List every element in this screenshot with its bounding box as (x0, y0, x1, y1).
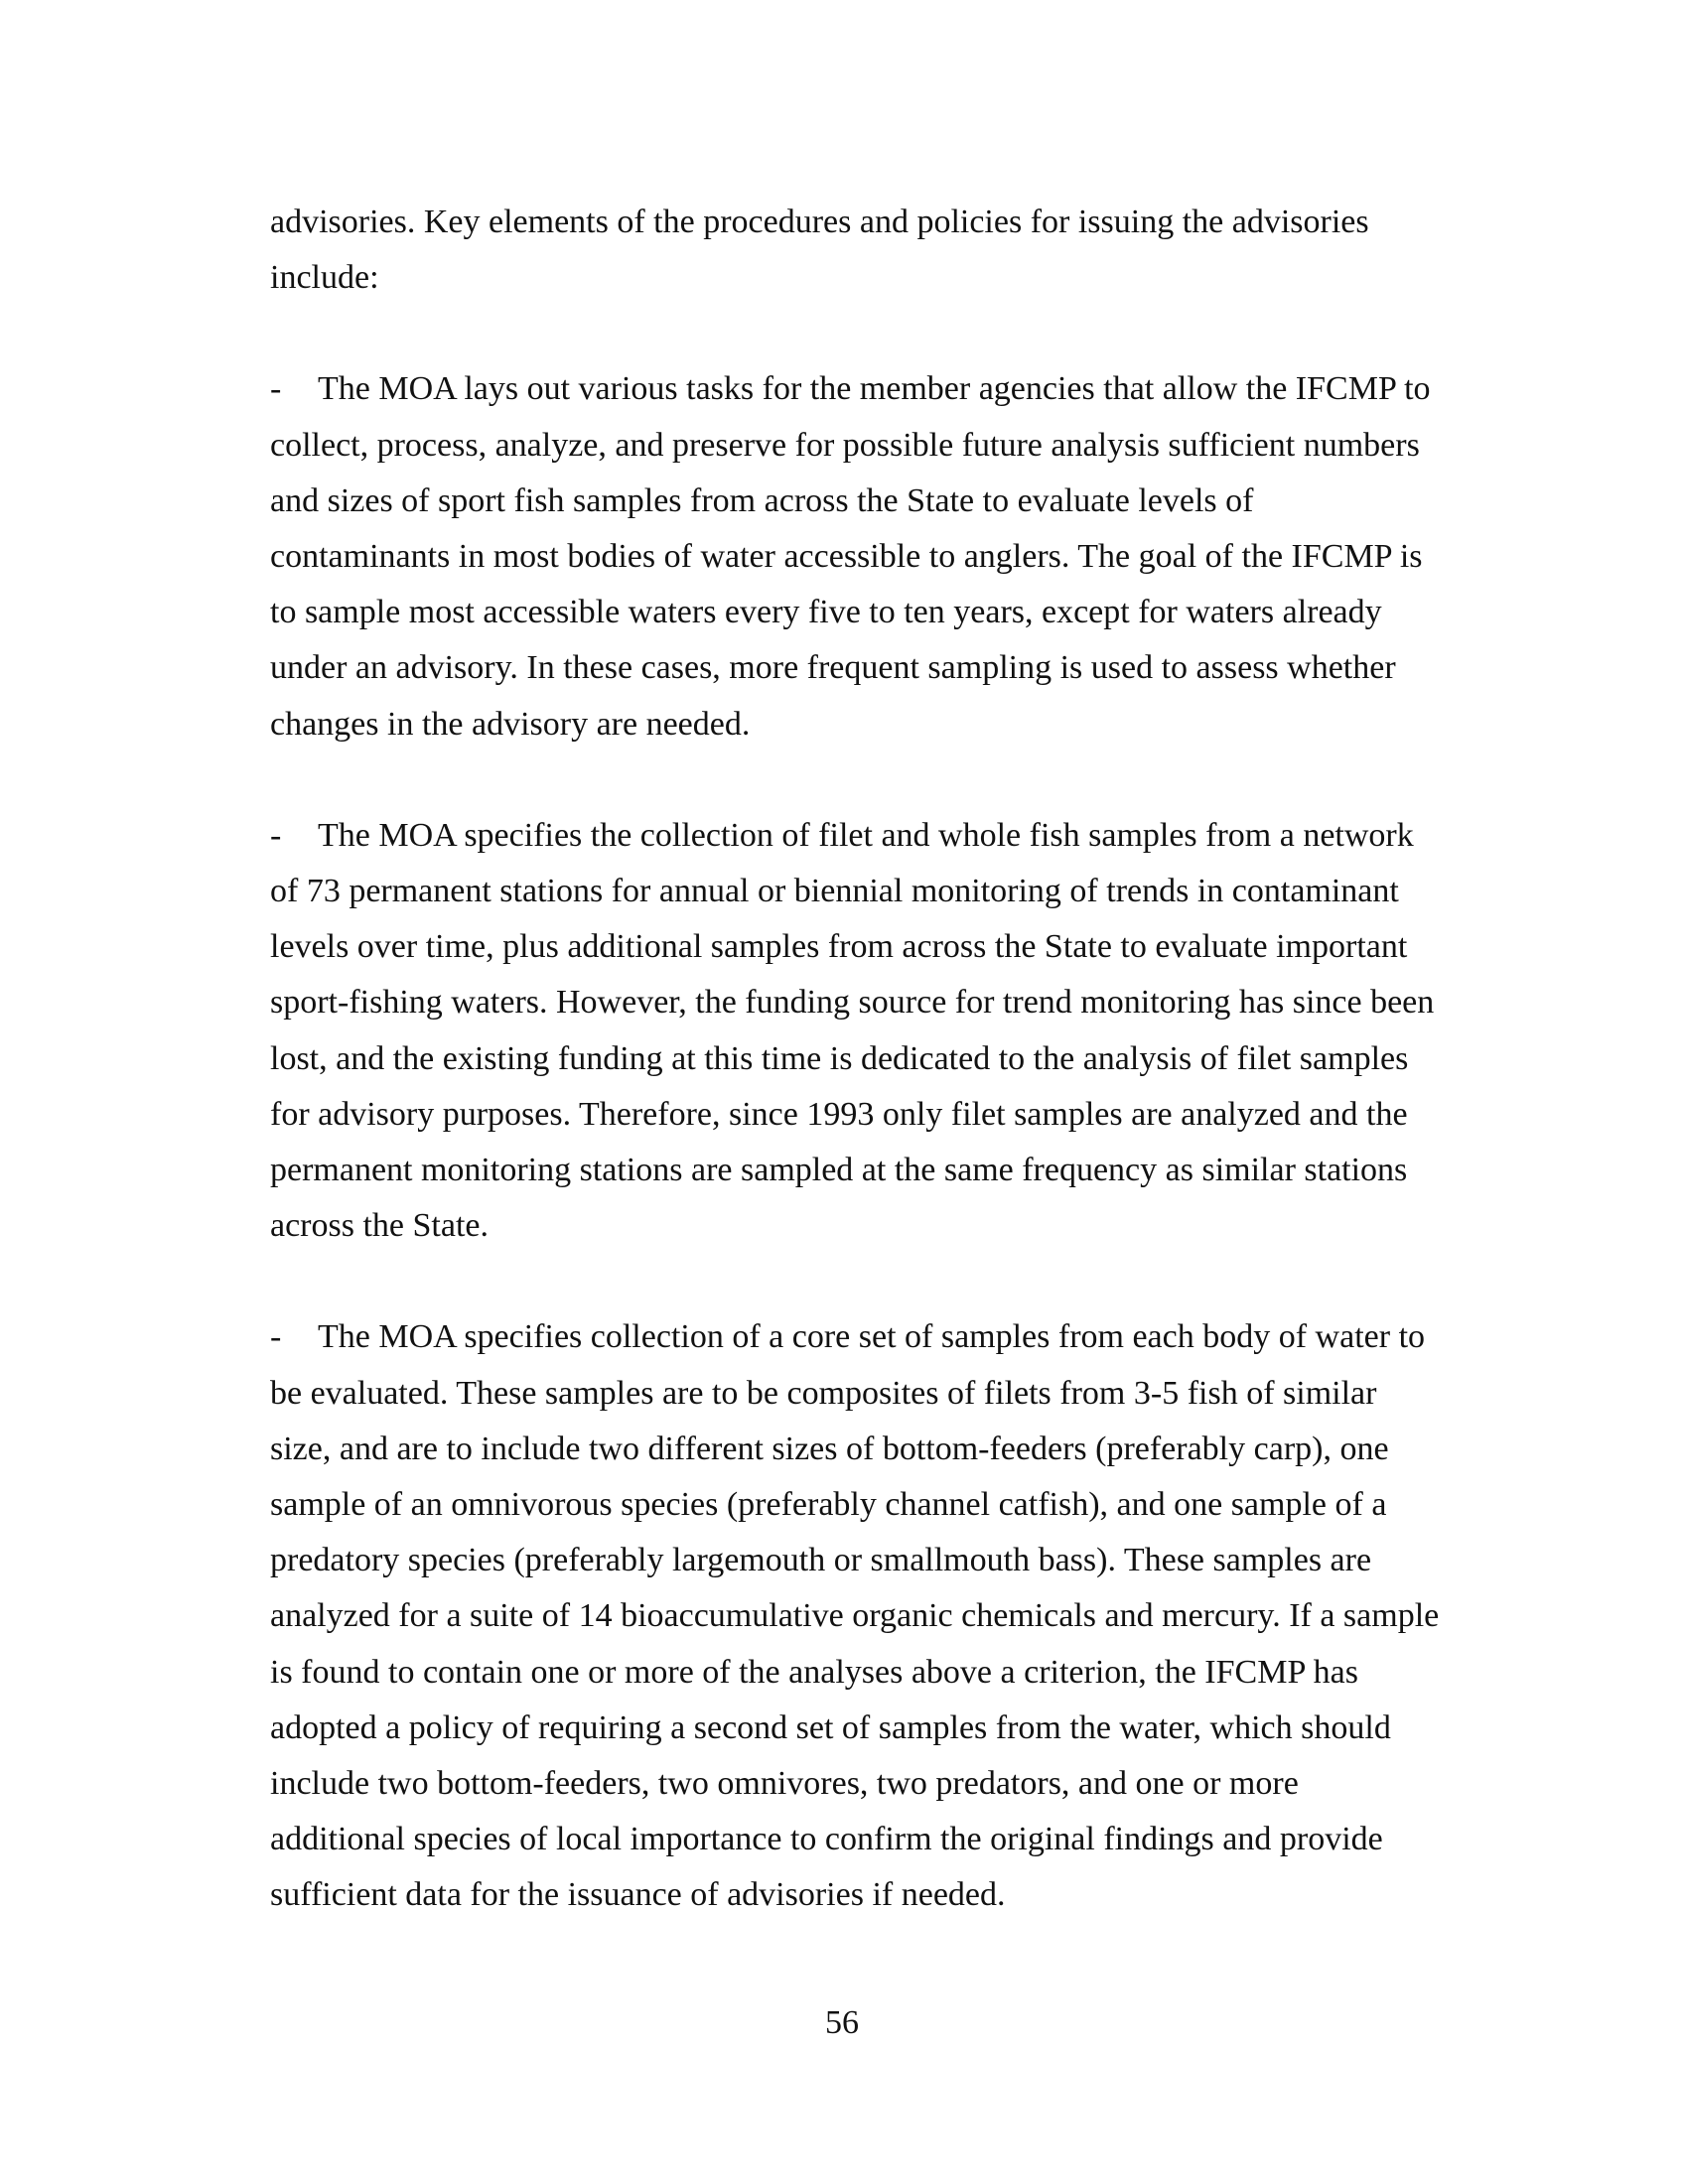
list-item (270, 1309, 1442, 1923)
list-bullet: - (270, 370, 282, 408)
list-item-text: The MOA specifies the collection of filet and whole fish samples from a network of 73 permanent stations for annual or biennial monitoring of trends in contaminant levels over time, plus additional samples from across the State to evaluate important sport-fishing waters. However, the funding source for trend monitoring has since been lost, and the existing funding at this time is dedicated to the analysis of filet samples for advisory purposes. Therefore, since 1993 only filet samples are analyzed and the permanent monitoring stations are sampled at the same frequency as similar stations across the State. (270, 816, 1435, 1245)
body-text (270, 195, 1442, 1979)
list-bullet: - (270, 1318, 282, 1356)
list-item-text: The MOA lays out various tasks for the member agencies that allow the IFCMP to collect, process, analyze, and preserve for possible future analysis sufficient numbers and sizes of sport fish samples from across the State to evaluate levels of contaminants in most bodies of water accessible to anglers. The goal of the IFCMP is to sample most accessible waters every five to ten years, except for waters already under an advisory. In these cases, more frequent sampling is used to assess whether changes in the advisory are needed. (270, 370, 1431, 743)
page-number: 56 (825, 2004, 859, 2041)
list-item-text: The MOA specifies collection of a core set of samples from each body of water to be evaluated. These samples are to be composites of filets from 3-5 fish of similar size, and are to include two different sizes of bottom-feeders (preferably carp), one sample of an omnivorous species (preferably channel catfish), and one sample of a predatory species (preferably largemouth or smallmouth bass). These samples are analyzed for a suite of 14 bioaccumulative organic chemicals and mercury. If a sample is found to contain one or more of the analyses above a criterion, the IFCMP has adopted a policy of requiring a second set of samples from the water, which should include two bottom-feeders, two omnivores, two predators, and one or more additional species of local importance to confirm the original findings and provide sufficient data for the issuance of advisories if needed. (270, 1318, 1440, 1914)
intro-paragraph: advisories. Key elements of the procedures and policies for issuing the advisories include: (270, 204, 1369, 297)
list-item (270, 808, 1442, 1255)
list-bullet: - (270, 816, 282, 854)
list-item (270, 361, 1442, 751)
